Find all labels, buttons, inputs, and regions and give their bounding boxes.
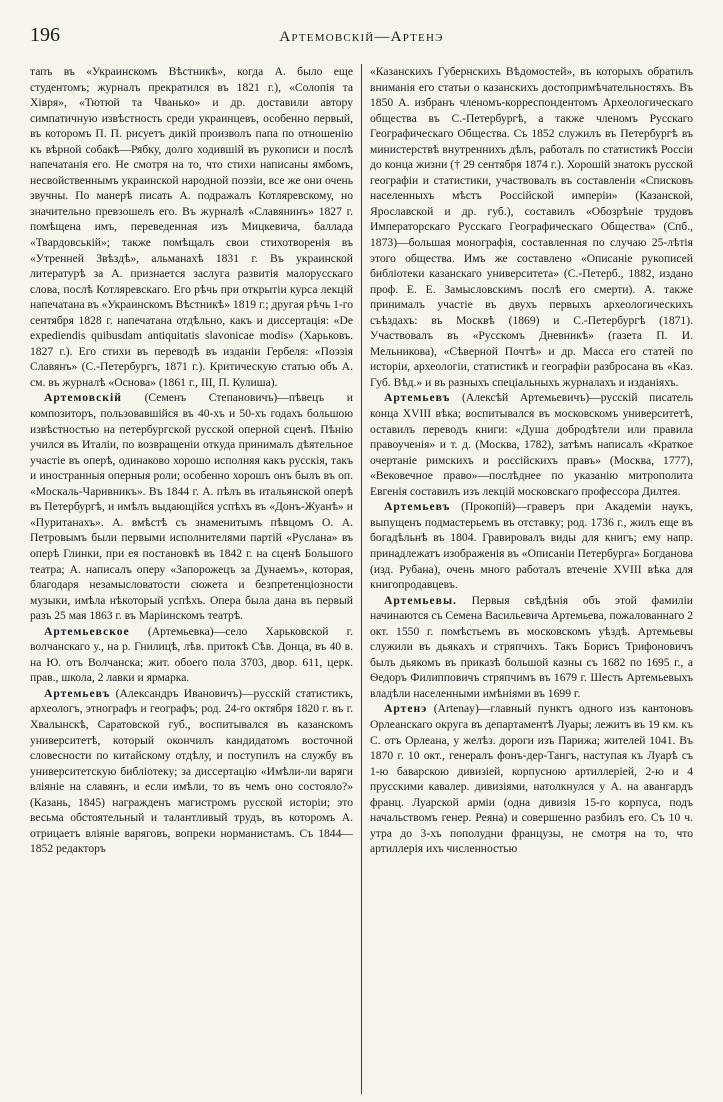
entry-headword: Артенэ: [384, 702, 428, 716]
right-column: [362, 64, 693, 1094]
entry-artemyev-prokopy: [370, 499, 693, 592]
entry-text: (Семенъ Степановичъ)—пѣвецъ и композиторъ, пользовавшійся въ 40-хъ и 50-хъ годахъ большою извѣстностью на петербургской русской оперной сценѣ. Пѣнію учился въ Италіи, по возвращеніи откуда принималъ дѣятельное участіе въ оперѣ, одинаково хорошо исполняя какъ русскія, такъ и иностранныя оперныя роли; особенно хорошъ онъ былъ въ оп. «Москаль-Чаривникъ». Въ 1844 г. А. пѣлъ въ итальянской оперѣ въ Петербургѣ, и имѣлъ выдающійся успѣхъ въ «Донъ-Жуанѣ» и «Пуританахъ». А. вмѣстѣ съ знаменитымъ пѣвцомъ О. А. Петровымъ были первыми исполнителями партій «Руслана» въ оперѣ Глинки, при ея постановкѣ въ 1842 г. на сценѣ Большого театра; А. написалъ оперу «Запорожецъ за Дунаемъ», которая, благодаря незамысловатости сюжета и безпретенціозности музыки, имѣла нѣкоторый успѣхъ. Опера была дана въ первый разъ 25 мая 1863 г. въ Маріинскомъ театрѣ.: [30, 391, 354, 623]
entry-text: (Александръ Ивановичъ)—русскій статистикъ, археологъ, этнографъ и географъ; род. 24-го октября 1820 г. въ г. Хвалынскѣ, Саратовской губ., воспитывался въ казанскомъ университетѣ, который окончилъ кандидатомъ восточной словесности по китайскому отдѣлу, и поступилъ на службу въ университетскую библіотеку; за диссертацію «Имѣли-ли варяги вліяніе на славянъ, и если имѣли, то въ чемъ оно состояло?» (Казань, 1845) награжденъ магистромъ русской исторіи; это весьма обстоятельный и талантливый трудъ, въ которомъ А. отрицаетъ вліяніе варяговъ, вопреки норманистамъ. Съ 1844—1852 редакторъ: [30, 686, 353, 856]
entry-headword: Артемьевы.: [384, 593, 457, 607]
page-header: [30, 24, 693, 58]
entry-headword: Артемьевъ: [384, 391, 451, 405]
entry-continuation: [30, 64, 353, 390]
entry-headword: Артемьевское: [44, 624, 130, 638]
entry-artenay: [370, 701, 693, 856]
entry-text: (Artenay)—главный пунктъ одного изъ кантоновъ Орлеанскаго округа въ департаментѣ Луары; лежитъ въ 19 км. къ С. отъ Орлеана, у желѣз. дороги изъ Парижа; жителей 1041. Въ 1870 г. 10 окт., генералъ фонъ-дер-Тангъ, наступая къ Луарѣ съ 1-ю баварскою дивизіей, корпусною артиллеріей, 2-ю и 4 прусскими кавалер. дивизіями, натолкнулся у А. на авангардъ франц. Луарской арміи (одна дивизія 15-го корпуса, подъ начальствомъ генер. Реяна) и совершенно разбилъ его. Съ 10 ч. утра до 3-хъ пополудни французы, не смотря на то, что артиллерія ихъ численностью: [370, 702, 693, 856]
entry-headword: Артемьевъ: [44, 686, 111, 700]
entry-text: «Казанскихъ Губернскихъ Вѣдомостей», въ которыхъ обратилъ вниманія его статьи о казанскихъ достопримѣчательностяхъ. Въ 1850 А. избранъ членомъ-корреспондентомъ Археологическаго общества въ С.-Петербургѣ, а также членомъ Русскаго Географическаго Общества. Съ 1852 служилъ въ Петербургѣ въ министерствѣ внутреннихъ дѣлъ, работалъ по статистикѣ Россіи до конца жизни († 29 сентября 1874 г.). Хорошій знатокъ русской географіи и статистики, участвовалъ въ составленіи «Списковъ населенныхъ мѣстъ Россійской имперіи» (Казанской, Ярославской и др. губ.), составилъ «Обозрѣніе трудовъ Императорскаго Русскаго Географическаго Общества» (Спб., 1873)—большая монографія, составленная по случаю 25-лѣтія этого общества. Имъ же составлено «Описаніе рукописей библіотеки казанскаго университета» (С.-Петерб., 1882, издано проф. Е. Е. Замысловскимъ послѣ его смерти). А. также принималъ участіе въ двухъ первыхъ археологическихъ съѣздахъ: въ Москвѣ (1869) и С.-Петербургѣ (1871). Участвовалъ въ «Русскомъ Дневникѣ» (газета П. И. Мельникова), «Сѣверной Почтѣ» и др. Масса его статей по исторіи, археологіи, статистикѣ и географіи разбросана въ «Каз. Губ. Вѣд.» и въ разныхъ спеціальныхъ журналахъ и изданіяхъ.: [370, 65, 693, 389]
entry-artemyev-alexey: [370, 390, 693, 499]
running-title: Артемовскій—Артенэ: [279, 29, 444, 45]
entry-artemyevy: [370, 593, 693, 702]
entry-headword: Артемьевъ: [384, 500, 451, 514]
entry-continuation: [370, 64, 693, 390]
entry-text: Первыя свѣдѣнія объ этой фамиліи начинаются съ Семена Васильевича Артемьева, пожалованнаго 2 окт. 1550 г. помѣстьемъ въ московскомъ уѣздѣ. Артемьевы служили въ дьякахъ и стряпчихъ. Такъ Борисъ Трифоновичъ былъ дьякомъ въ приказѣ большой казны съ 1682 по 1695 г., а Ѳедоръ Филипповичъ стряпчимъ въ 1679 г. Шесть Артемьевыхъ владѣли населенными имѣніями въ 1699 г.: [370, 593, 693, 700]
page-number: 196: [30, 24, 60, 46]
left-column: [30, 64, 361, 1094]
entry-artemovsky-semen: [30, 390, 353, 623]
entry-artemyev-alexander: [30, 686, 353, 857]
entry-text: (Алексѣй Артемьевичъ)—русскій писатель конца XVIII вѣка; воспитывался въ московскомъ университетѣ, оставилъ переводъ книги: «Душа добродѣтели или правила правоученія» и т. д. (Москва, 1782), затѣмъ написалъ «Краткое очертаніе римскихъ и россійскихъ правъ» (Москва, 1777), «Вековечное право»—послѣднее по указанію митрополита Евгенія составилъ изъ лекцій московскаго профессора Дилтея.: [370, 391, 693, 498]
entry-artemyevskoe: [30, 624, 353, 686]
entry-text: (Артемьевка)—село Харьковской г. волчанскаго у., на р. Гнилицѣ, лѣв. притокѣ Сѣв. Донца, въ 40 в. на Ю. отъ Волчанска; жит. обоего пола 3703, двор. 611, церк. прав., школа, 2 лавки и ярмарка.: [30, 624, 353, 685]
entry-text: (Прокопій)—граверъ при Академіи наукъ, выпущенъ подмастерьемъ въ отставку; род. 1736 г., жилъ еще въ богадѣльнѣ въ 1804. Гравировалъ виды для книгъ; ему напр. принадлежатъ изображенія въ «Описаніи Петербурга» Богданова (изд. Рубана), очень много работалъ втеченіе XVIII вѣка для книгопродавцевъ.: [370, 500, 693, 592]
entry-headword: Артемовскій: [44, 391, 122, 405]
entry-text: тапъ въ «Украинскомъ Вѣстникѣ», когда А. было еще студентомъ; журналъ прекратился въ 1821 г.), «Солопія та Хівря», «Тютюй та Чванько» и др. доставили автору симпатичную извѣстность среди украинцевъ, особенно первый, въ которомъ П. П. рисуетъ дикій произволъ папа по отношенію къ вѣрной собакѣ—Рябку, долго ходившій въ рукописи и послѣ напечатанія его. Не смотря на то, что стихи написаны ямбомъ, несвойственнымъ украинской народной поэзіи, все же они очень звучны. По манерѣ писать А. подражалъ Котляревскому, но значительно превзошелъ его. Въ журналѣ «Славянинъ» 1827 г. помѣщена имъ, переведенная изъ Мицкевича, баллада «Твардовській»; также помѣщалъ свои стихотворенія въ «Утренней Звѣздѣ», альманахѣ 1831 г. Въ украинской литературѣ за А. признается заслуга развитія малорусскаго слова, послѣ Котляревскаго. Его рѣчь при открытіи курса лекцій напечатана въ «Украинскомъ Вѣстникѣ» 1819 г.; другая рѣчь 1-го сентября 1828 г. напечатана отдѣльно, какъ и диссертація: «De expediendis quibusdam antiquitatis slavonicae modis» (Харьковъ. 1827 г.). Его стихи въ переводѣ въ изданіи Гербеля: «Поэзія Славянъ» (С.-Петербургъ, 1871 г.). Критическую статью объ А. см. въ журналѣ «Основа» (1861 г., III, П. Кулиша).: [30, 65, 353, 389]
text-columns: [30, 64, 693, 1094]
